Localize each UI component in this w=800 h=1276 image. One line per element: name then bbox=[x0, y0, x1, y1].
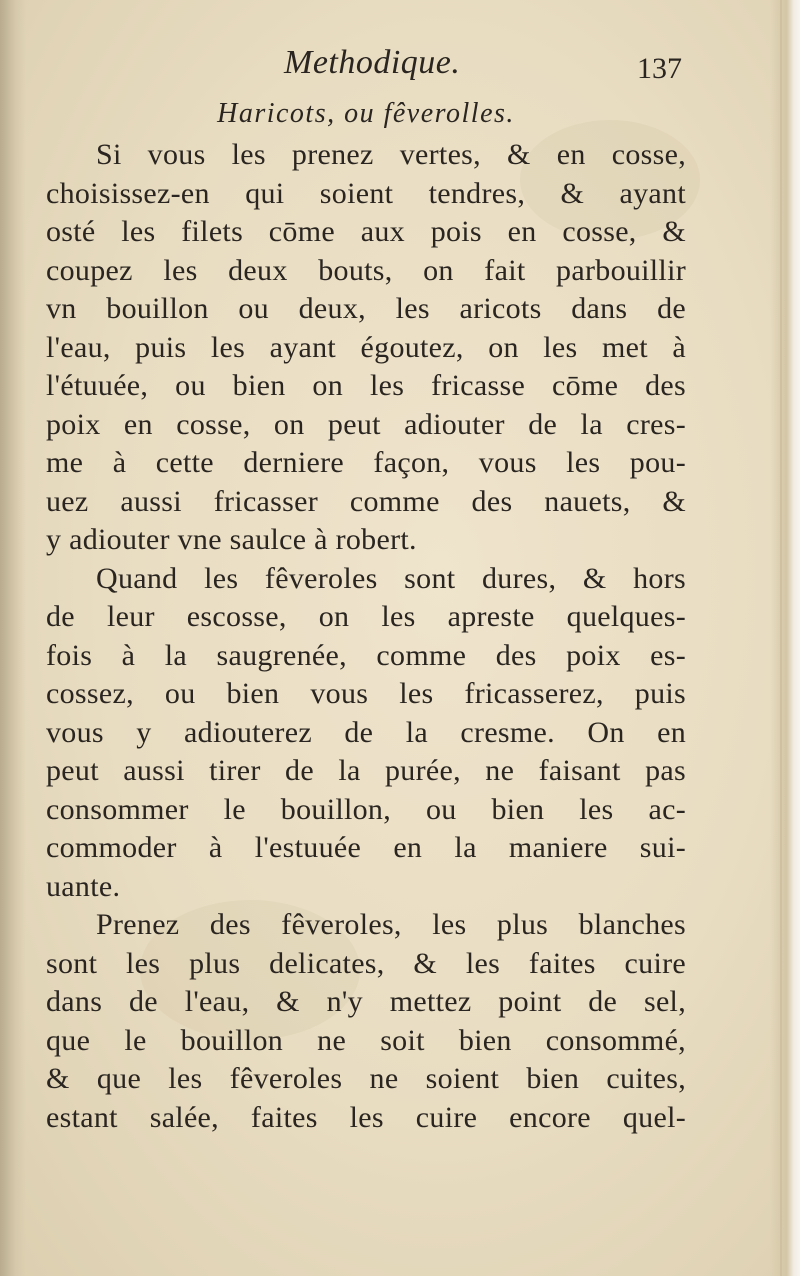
running-head bbox=[46, 40, 686, 96]
text-line: uez aussi fricasser comme des nauets, & bbox=[46, 484, 686, 518]
text-line: commoder à l'estuuée en la maniere sui- bbox=[46, 831, 686, 864]
text-line: poix en cosse, on peut adiouter de la cres- bbox=[46, 407, 686, 441]
book-page bbox=[46, 40, 686, 1137]
text-line: l'étuuée, ou bien on les fricasse cōme des bbox=[46, 369, 686, 402]
text-line: de leur escosse, on les apreste quelques- bbox=[46, 600, 686, 633]
text-line: Prenez des fêveroles, les plus blanches bbox=[96, 908, 686, 941]
text-line: cossez, ou bien vous les fricasserez, puis bbox=[46, 677, 686, 710]
text-line: estant salée, faites les cuire encore quel- bbox=[46, 1100, 686, 1134]
text-line: vn bouillon ou deux, les aricots dans de bbox=[46, 292, 686, 325]
text-line: y adiouter vne saulce à robert. bbox=[46, 523, 417, 556]
text-line: Quand les fêveroles sont dures, & hors bbox=[96, 561, 686, 595]
text-line: fois à la saugrenée, comme des poix es- bbox=[46, 638, 686, 672]
text-line: & que les fêveroles ne soient bien cuites, bbox=[46, 1062, 686, 1095]
body-text bbox=[46, 136, 686, 1137]
running-head-title: Methodique. bbox=[284, 44, 461, 81]
page-edge bbox=[770, 0, 800, 1276]
text-line: l'eau, puis les ayant égoutez, on les met à bbox=[46, 330, 686, 364]
text-line: consommer le bouillon, ou bien les ac- bbox=[46, 792, 686, 826]
text-line: que le bouillon ne soit bien consommé, bbox=[46, 1023, 686, 1057]
text-line: peut aussi tirer de la purée, ne faisant pas bbox=[46, 754, 686, 787]
page-number: 137 bbox=[637, 52, 682, 85]
text-line: coupez les deux bouts, on fait parbouillir bbox=[46, 253, 686, 287]
text-line: vous y adiouterez de la cresme. On en bbox=[46, 715, 686, 749]
section-title: Haricots, ou fêverolles. bbox=[217, 98, 515, 129]
text-line: Si vous les prenez vertes, & en cosse, bbox=[96, 138, 686, 171]
text-line: me à cette derniere façon, vous les pou- bbox=[46, 446, 686, 479]
text-line: uante. bbox=[46, 869, 121, 903]
text-line: osté les filets cōme aux pois en cosse, & bbox=[46, 215, 686, 248]
text-line: choisissez-en qui soient tendres, & ayant bbox=[46, 176, 686, 210]
text-line: sont les plus delicates, & les faites cuire bbox=[46, 946, 686, 980]
binding-shadow bbox=[0, 0, 26, 1276]
text-line: dans de l'eau, & n'y mettez point de sel, bbox=[46, 985, 686, 1018]
